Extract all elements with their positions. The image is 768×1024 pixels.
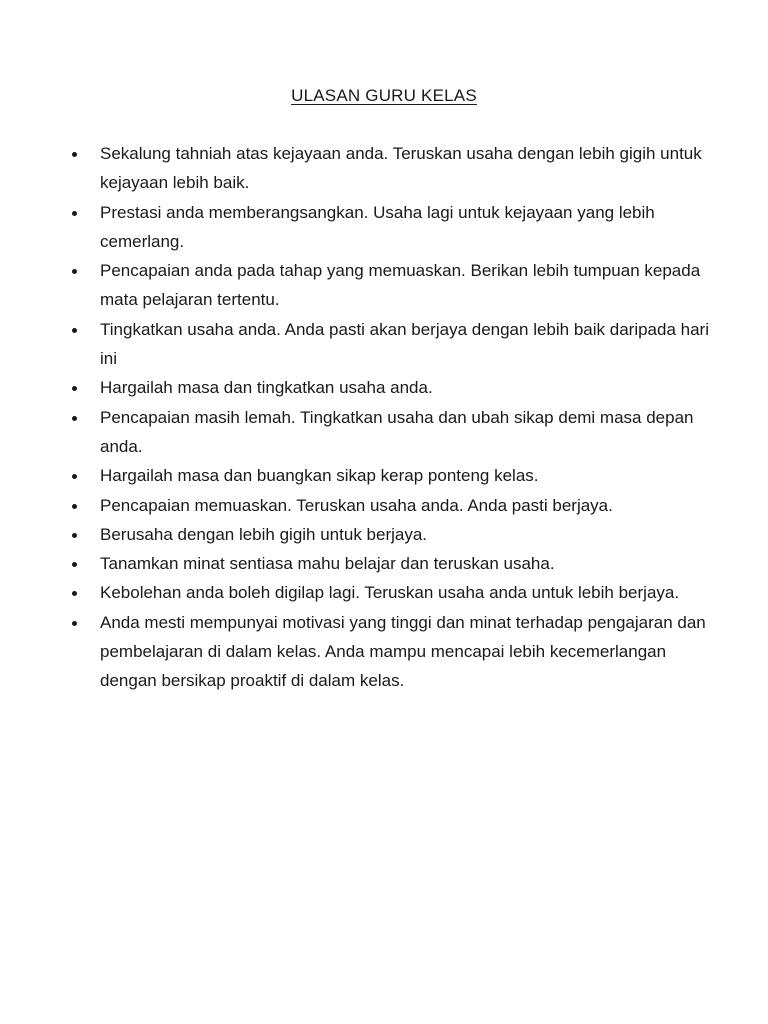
- comment-text: Pencapaian memuaskan. Teruskan usaha anda. Anda pasti berjaya.: [100, 495, 613, 515]
- list-item: [0, 256, 768, 315]
- list-item: [0, 491, 768, 520]
- comment-text: Tingkatkan usaha anda. Anda pasti akan berjaya dengan lebih baik daripada hari ini: [100, 319, 709, 369]
- list-item: [0, 139, 768, 198]
- list-item: [0, 549, 768, 578]
- comment-text: Anda mesti mempunyai motivasi yang tinggi dan minat terhadap pengajaran dan pembelajaran di dalam kelas. Anda mampu mencapai lebih kecemerlangan dengan bersikap proaktif di dalam kelas.: [100, 612, 706, 691]
- comment-list: [0, 139, 768, 696]
- bullet-icon: [72, 621, 77, 626]
- bullet-icon: [72, 211, 77, 216]
- comment-text: Tanamkan minat sentiasa mahu belajar dan teruskan usaha.: [100, 554, 555, 574]
- list-item: [0, 198, 768, 257]
- bullet-icon: [72, 591, 77, 596]
- bullet-icon: [72, 269, 77, 274]
- comment-text: Sekalung tahniah atas kejayaan anda. Teruskan usaha dengan lebih gigih untuk kejayaan lebih baik.: [100, 144, 702, 193]
- bullet-icon: [72, 533, 77, 538]
- comment-text: Prestasi anda memberangsangkan. Usaha lagi untuk kejayaan yang lebih cemerlang.: [100, 202, 655, 251]
- bullet-icon: [72, 386, 77, 391]
- comment-text: Kebolehan anda boleh digilap lagi. Teruskan usaha anda untuk lebih berjaya.: [100, 583, 680, 603]
- bullet-icon: [72, 504, 77, 509]
- page-title: [0, 86, 768, 106]
- comment-text: Berusaha dengan lebih gigih untuk berjaya.: [100, 524, 428, 544]
- bullet-icon: [72, 474, 77, 479]
- list-item: [0, 578, 768, 607]
- list-item: [0, 373, 768, 402]
- bullet-icon: [72, 416, 77, 421]
- list-item: [0, 520, 768, 549]
- list-item: [0, 461, 768, 490]
- bullet-icon: [72, 562, 77, 567]
- list-item: [0, 403, 768, 462]
- list-item: [0, 315, 768, 374]
- bullet-icon: [72, 152, 77, 157]
- comment-text: Pencapaian masih lemah. Tingkatkan usaha dan ubah sikap demi masa depan anda.: [100, 407, 694, 456]
- bullet-icon: [72, 328, 77, 333]
- comment-text: Hargailah masa dan buangkan sikap kerap ponteng kelas.: [100, 466, 539, 486]
- comment-text: Hargailah masa dan tingkatkan usaha anda.: [100, 378, 433, 398]
- page-title-text: ULASAN GURU KELAS: [291, 86, 477, 105]
- comment-text: Pencapaian anda pada tahap yang memuaskan. Berikan lebih tumpuan kepada mata pelajaran tertentu.: [100, 261, 701, 310]
- list-item: [0, 608, 768, 696]
